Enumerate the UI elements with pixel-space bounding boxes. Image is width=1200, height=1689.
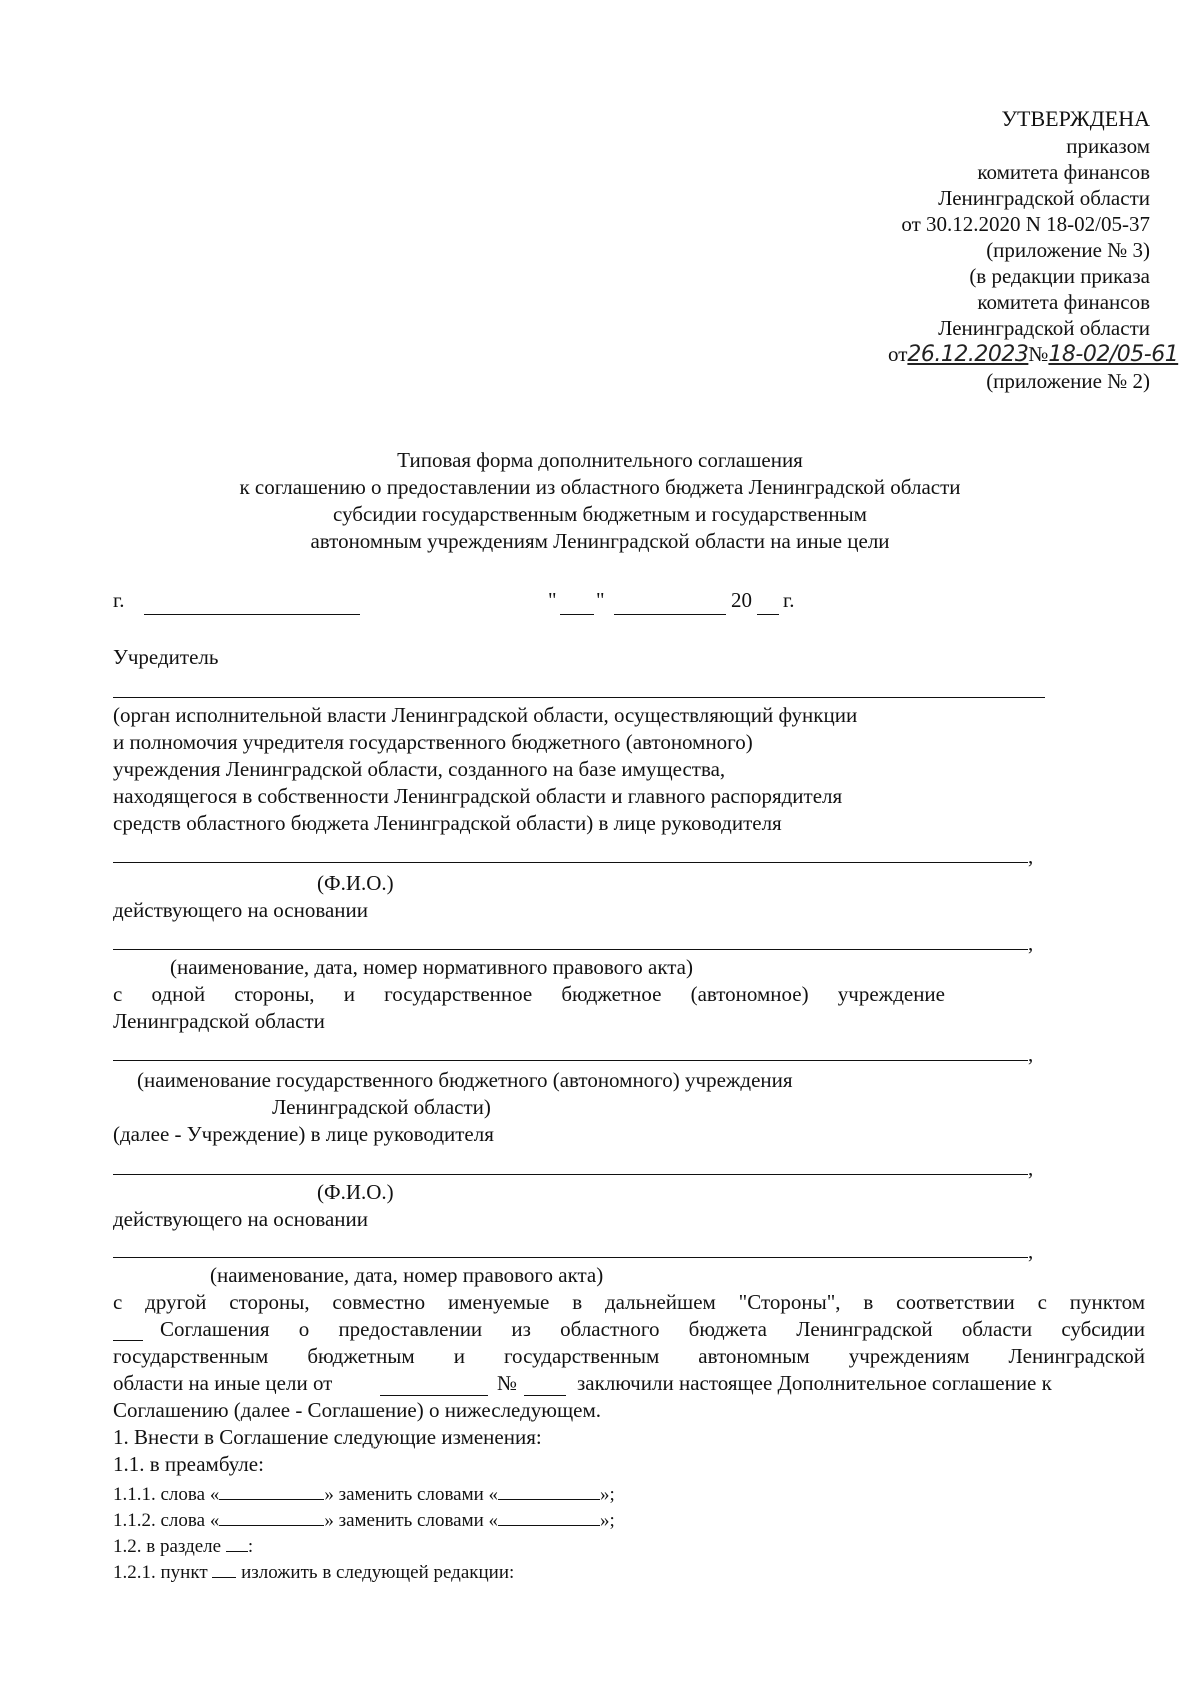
founder-head-blank bbox=[113, 862, 1028, 863]
form-title: Типовая форма дополнительного соглашения bbox=[397, 448, 803, 472]
new-words-blank bbox=[498, 1481, 600, 1500]
institution-head-blank bbox=[113, 1174, 1028, 1175]
item-1-2-1 bbox=[113, 1559, 514, 1584]
agreement-text: области на иные цели от bbox=[113, 1371, 333, 1395]
item-1-1-1 bbox=[113, 1481, 615, 1506]
year-suffix: г. bbox=[783, 588, 795, 612]
agreement-date-blank bbox=[380, 1395, 488, 1396]
agreement-text: Соглашению (далее - Соглашение) о нижеследующем. bbox=[113, 1398, 601, 1422]
acting-basis-label: действующего на основании bbox=[113, 898, 369, 922]
institution-blank bbox=[113, 1060, 1028, 1061]
agreement-text: с другой стороны, совместно именуемые в дальнейшем "Стороны", в соответствии с пунктом bbox=[113, 1290, 1145, 1314]
item-text: » заменить словами « bbox=[324, 1510, 499, 1531]
handwritten-date: 26.12.2023 bbox=[907, 342, 1029, 367]
approval-line: (в редакции приказа bbox=[969, 264, 1150, 288]
institution-caption: Ленинградской области) bbox=[272, 1095, 491, 1119]
comma: , bbox=[1028, 931, 1034, 955]
day-blank bbox=[560, 614, 594, 615]
form-title: субсидии государственным бюджетным и государственным bbox=[333, 502, 867, 526]
institution-caption: (наименование государственного бюджетного (автономного) учреждения bbox=[137, 1068, 793, 1092]
acting-basis-label: действующего на основании bbox=[113, 1207, 369, 1231]
founder-desc: и полномочия учредителя государственного бюджетного (автономного) bbox=[113, 730, 753, 754]
founder-label: Учредитель bbox=[113, 645, 219, 669]
form-title: автономным учреждениям Ленинградской области на иные цели bbox=[310, 529, 890, 553]
approval-order-prefix: от bbox=[888, 342, 908, 366]
approval-heading: УТВЕРЖДЕНА bbox=[1001, 106, 1150, 131]
approval-line: (приложение № 2) bbox=[986, 369, 1150, 393]
section-blank bbox=[226, 1533, 248, 1552]
comma: , bbox=[1028, 1042, 1034, 1066]
approval-line: Ленинградской области bbox=[938, 316, 1150, 340]
item-text: »; bbox=[600, 1510, 615, 1531]
item-1-1: 1.1. в преамбуле: bbox=[113, 1452, 264, 1476]
agreement-text: Соглашения о предоставлении из областного бюджета Ленинградской области субсидии bbox=[160, 1317, 1145, 1341]
approval-line: комитета финансов bbox=[977, 290, 1150, 314]
agreement-text: заключили настоящее Дополнительное соглашение к bbox=[577, 1371, 1052, 1395]
founder-desc: средств областного бюджета Ленинградской области) в лице руководителя bbox=[113, 811, 782, 835]
comma: , bbox=[1028, 844, 1034, 868]
item-text: 1.1.1. слова « bbox=[113, 1484, 220, 1505]
date-quote-open: " bbox=[548, 588, 557, 612]
approval-line: Ленинградской области bbox=[938, 186, 1150, 210]
act-caption: (наименование, дата, номер правового акта) bbox=[210, 1263, 604, 1287]
city-label: г. bbox=[113, 588, 125, 612]
approval-line: от 30.12.2020 N 18-02/05-37 bbox=[901, 212, 1150, 236]
clause-blank bbox=[113, 1340, 143, 1341]
founder-desc: учреждения Ленинградской области, созданного на базе имущества, bbox=[113, 757, 726, 781]
act-caption: (наименование, дата, номер нормативного правового акта) bbox=[170, 955, 694, 979]
item-1-2 bbox=[113, 1533, 253, 1558]
month-blank bbox=[614, 614, 726, 615]
handwritten-order-number: 18-02/05-61 bbox=[1048, 342, 1179, 367]
item-1: 1. Внести в Соглашение следующие изменения: bbox=[113, 1425, 542, 1449]
approval-line: (приложение № 3) bbox=[986, 238, 1150, 262]
institution-head-label: (далее - Учреждение) в лице руководителя bbox=[113, 1122, 494, 1146]
year-prefix: 20 bbox=[731, 588, 752, 612]
item-text: »; bbox=[600, 1484, 615, 1505]
side-one-text: с одной стороны, и государственное бюджетное (автономное) учреждение bbox=[113, 982, 945, 1006]
fio-caption: (Ф.И.О.) bbox=[317, 1180, 394, 1204]
founder-desc: находящегося в собственности Ленинградской области и главного распорядителя bbox=[113, 784, 843, 808]
item-text: » заменить словами « bbox=[324, 1484, 499, 1505]
agreement-number-sign: № bbox=[497, 1371, 518, 1395]
institution-act-blank bbox=[113, 1257, 1028, 1258]
comma: , bbox=[1028, 1239, 1034, 1263]
founder-desc: (орган исполнительной власти Ленинградской области, осуществляющий функции bbox=[113, 703, 858, 727]
approval-order-ref bbox=[888, 341, 1178, 369]
founder-act-blank bbox=[113, 949, 1028, 950]
clause-number-blank bbox=[212, 1559, 236, 1578]
item-text: 1.2.1. пункт bbox=[113, 1562, 208, 1583]
old-words-blank bbox=[219, 1481, 324, 1500]
comma: , bbox=[1028, 1156, 1034, 1180]
item-text: 1.1.2. слова « bbox=[113, 1510, 220, 1531]
city-blank bbox=[144, 614, 360, 615]
approval-line: комитета финансов bbox=[977, 160, 1150, 184]
founder-blank bbox=[113, 697, 1045, 698]
item-text: : bbox=[247, 1536, 254, 1557]
side-one-text: Ленинградской области bbox=[113, 1009, 325, 1033]
agreement-number-blank bbox=[524, 1395, 566, 1396]
agreement-text: государственным бюджетным и государственным автономным учреждениям Ленинградской bbox=[113, 1344, 1145, 1368]
item-1-1-2 bbox=[113, 1507, 615, 1532]
form-title: к соглашению о предоставлении из областного бюджета Ленинградской области bbox=[239, 475, 961, 499]
fio-caption: (Ф.И.О.) bbox=[317, 871, 394, 895]
item-text: изложить в следующей редакции: bbox=[241, 1562, 515, 1583]
date-quote-close: " bbox=[596, 588, 605, 612]
old-words-blank bbox=[219, 1507, 324, 1526]
year-blank bbox=[757, 614, 779, 615]
approval-number-sign: № bbox=[1028, 342, 1049, 366]
approval-line: приказом bbox=[1066, 134, 1150, 158]
new-words-blank bbox=[498, 1507, 600, 1526]
item-text: 1.2. в разделе bbox=[113, 1536, 222, 1557]
